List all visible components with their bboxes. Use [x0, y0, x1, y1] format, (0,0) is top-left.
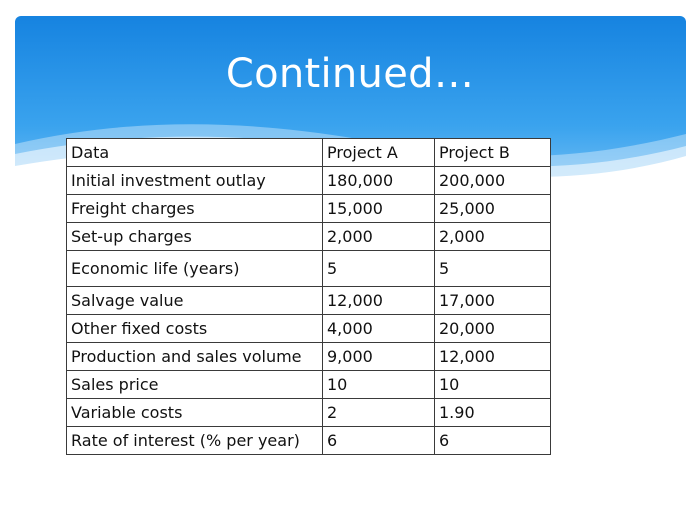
table-row [67, 371, 551, 399]
table-cell: 15,000 [323, 195, 435, 223]
table-cell: 10 [435, 371, 551, 399]
project-data-table [66, 138, 551, 455]
table-cell: 2 [323, 399, 435, 427]
table-row [67, 195, 551, 223]
table-cell: Freight charges [67, 195, 323, 223]
table-cell: Rate of interest (% per year) [67, 427, 323, 455]
table-cell: Set-up charges [67, 223, 323, 251]
table-row [67, 315, 551, 343]
table-cell: 200,000 [435, 167, 551, 195]
table-cell: 17,000 [435, 287, 551, 315]
table-cell: Sales price [67, 371, 323, 399]
table-cell: 2,000 [323, 223, 435, 251]
table-row [67, 343, 551, 371]
table-cell: 2,000 [435, 223, 551, 251]
table-cell: 12,000 [435, 343, 551, 371]
table-cell: 6 [323, 427, 435, 455]
table-cell: 6 [435, 427, 551, 455]
table-cell: 4,000 [323, 315, 435, 343]
table-row [67, 287, 551, 315]
header-cell: Data [67, 139, 323, 167]
table-row [67, 427, 551, 455]
table-cell: 25,000 [435, 195, 551, 223]
table-cell: 20,000 [435, 315, 551, 343]
table-cell: 9,000 [323, 343, 435, 371]
table-row [67, 399, 551, 427]
table-cell: 10 [323, 371, 435, 399]
table-cell: 5 [435, 251, 551, 287]
header-cell: Project A [323, 139, 435, 167]
table-cell: Production and sales volume [67, 343, 323, 371]
table-cell: 5 [323, 251, 435, 287]
table-cell: Salvage value [67, 287, 323, 315]
header-cell: Project B [435, 139, 551, 167]
table-header-row [67, 139, 551, 167]
table-cell: Variable costs [67, 399, 323, 427]
table-cell: 180,000 [323, 167, 435, 195]
table-row [67, 167, 551, 195]
slide-title: Continued… [225, 51, 475, 97]
table-cell: Other fixed costs [67, 315, 323, 343]
table-cell: 1.90 [435, 399, 551, 427]
table-row [67, 223, 551, 251]
table-cell: 12,000 [323, 287, 435, 315]
table-cell: Initial investment outlay [67, 167, 323, 195]
table-cell: Economic life (years) [67, 251, 323, 287]
table-row [67, 251, 551, 287]
